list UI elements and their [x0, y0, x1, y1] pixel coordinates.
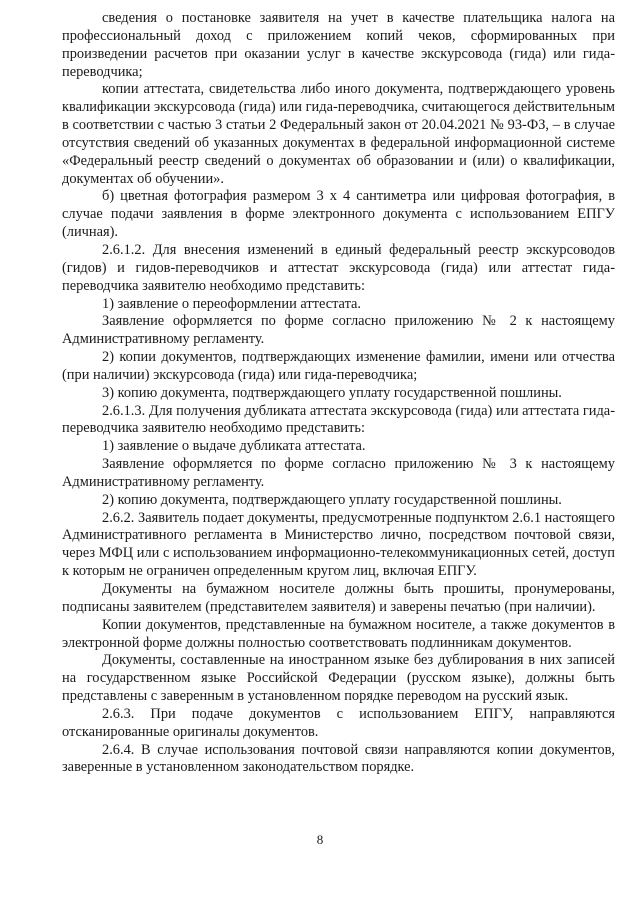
paragraph: 1) заявление о выдаче дубликата аттестата.	[102, 438, 366, 455]
paragraph: 2.6.4. В случае использования почтовой связи направляются копии документов, заверенные в установленном законодательством порядке.	[62, 741, 615, 776]
paragraph: 2.6.1.3. Для получения дубликата аттестата экскурсовода (гида) или аттестата гида-переводчика заявителю необходимо представить:	[62, 402, 615, 437]
paragraph: 2.6.3. При подаче документов с использованием ЕПГУ, направляются отсканированные оригиналы документов.	[62, 705, 615, 740]
paragraph: Копии документов, представленные на бумажном носителе, а также документов в электронной форме должны полностью соответствовать подлинникам документов.	[62, 616, 615, 651]
paragraph: 2.6.1.2. Для внесения изменений в единый федеральный реестр экскурсоводов (гидов) и гидов-переводчиков и аттестат экскурсовода (гида) или аттестат гида-переводчика заявителю необходимо представить:	[62, 241, 615, 294]
paragraph: б) цветная фотография размером 3 х 4 сантиметра или цифровая фотография, в случае подачи заявления в форме электронного документа с использованием ЕПГУ (личная).	[62, 188, 615, 241]
paragraph: Заявление оформляется по форме согласно приложению № 2 к настоящему Административному регламенту.	[62, 313, 615, 348]
paragraph: Документы, составленные на иностранном языке без дублирования в них записей на государственном языке Российской Федерации (русском языке), должны быть представлены с заверенным в установленном порядке переводом на русский язык.	[62, 652, 615, 705]
paragraph: 2) копию документа, подтверждающего уплату государственной пошлины.	[102, 491, 562, 508]
paragraph: копии аттестата, свидетельства либо иного документа, подтверждающего уровень квалификации экскурсовода (гида) или гида-переводчика, считающегося действительным в соответствии с частью 3 статьи 2 Федеральный закон от 20.04.2021 № 93-ФЗ, – в случае отсутствия сведений об указанных документах в федеральной информационной системе «Федеральный реестр сведений о документах об образовании и (или) о квалификации, документах об обучении».	[62, 81, 615, 187]
paragraph: 2.6.2. Заявитель подает документы, предусмотренные подпунктом 2.6.1 настоящего Административного регламента в Министерство лично, посредством почтовой связи, через МФЦ или с использованием информационно-телекоммуникационных сетей, доступ к которым не ограничен определенным кругом лиц, включая ЕПГУ.	[62, 509, 615, 580]
paragraph: Документы на бумажном носителе должны быть прошиты, пронумерованы, подписаны заявителем (представителем заявителя) и заверены печатью (при наличии).	[62, 581, 615, 615]
paragraph: Заявление оформляется по форме согласно приложению № 3 к настоящему Административному регламенту.	[62, 456, 615, 490]
page-number: 8	[316, 832, 324, 847]
document-page	[62, 10, 615, 777]
paragraph: 2) копии документов, подтверждающих изменение фамилии, имени или отчества (при наличии) экскурсовода (гида) или гида-переводчика;	[62, 349, 615, 383]
paragraph: 3) копию документа, подтверждающего уплату государственной пошлины.	[102, 384, 562, 401]
paragraph: сведения о постановке заявителя на учет в качестве плательщика налога на профессиональный доход с приложением копий чеков, сформированных при произведении расчетов при оказании услуг в качестве экскурсовода (гида) или гида-переводчика;	[62, 10, 615, 80]
paragraph: 1) заявление о переоформлении аттестата.	[102, 295, 362, 312]
